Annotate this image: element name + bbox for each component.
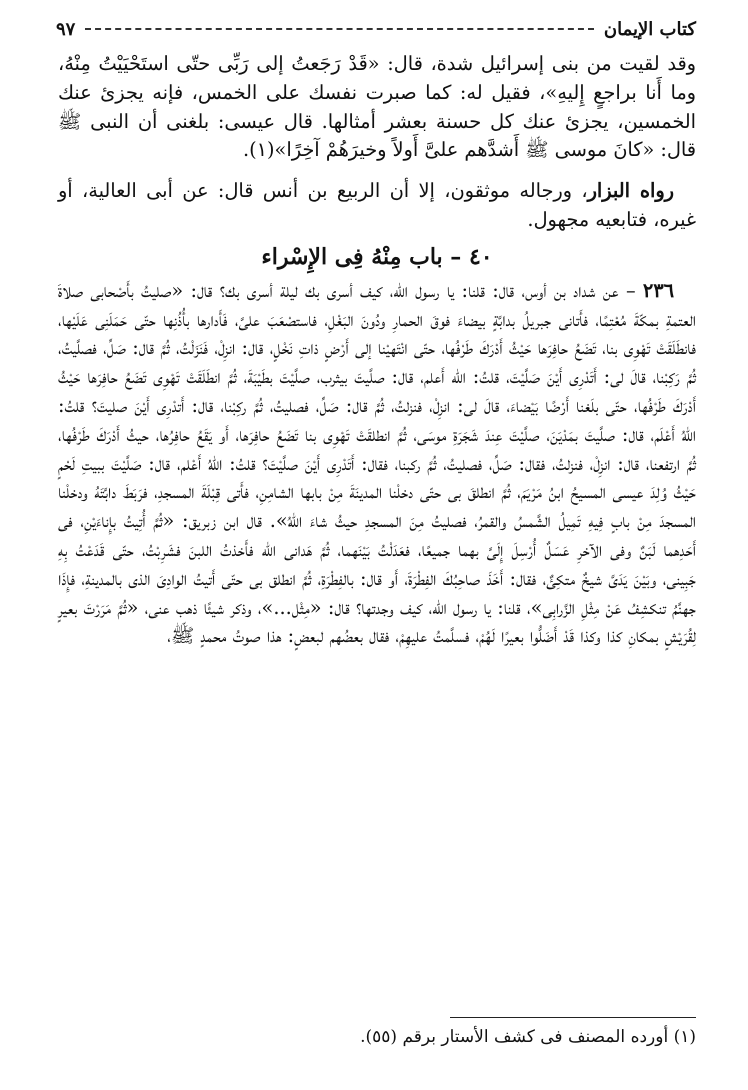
- hadith-number: ٢٣٦: [642, 278, 674, 302]
- paragraph-continuation: وقد لقيت من بنى إسرائيل شدة، قال: «قَدْ رَجَعتُ إلى رَبِّى حتّى استَحْيَيْتُ مِنْهُ، وما أَنا براجعٍ إِليهِ»، فقيل له: كما صبرت نفسك على الخمس، فإنه يجزئ عنك الخمسين، يجزئ عنك كل حسنة بعشر أمثالها. قال عيسى: بلغنى أن النبى ﷺ قال: «كانَ موسى ﷺ أَشدَّهم علىَّ أَولاً وخيرَهُمْ آخِرًا»(١).: [58, 52, 696, 162]
- footnote: (١) أورده المصنف فى كشف الأستار برقم (٥٥).: [360, 1027, 696, 1047]
- source-note-text: ، ورجاله موثقون، إلا أن الربيع بن أنس قال: عن أبى العالية، أو غيره، فتابعيه مجهول.: [58, 179, 696, 231]
- hadith-paragraph: [58, 277, 696, 651]
- body-text: [58, 50, 696, 651]
- book-title: كتاب الإيمان: [603, 18, 696, 40]
- header-dashed-rule: [85, 28, 594, 30]
- hadith-text: – عن شداد بن أوس، قال: قلنا: يا رسول الله، كيف أسرى بك ليلة أسرى بك؟ قال: «صليتُ بأَصْحابى صلاةَ العتمةِ بمكّةَ مُعْتِمًا، فأَتانى جبريلُ بدابَّةٍ بيضاءَ فوقَ الحمارِ ودُونَ البَغْلِ، فاستصْعَبَ علىَّ، فَأَدارها بأُذُنِها حتّى حَمَلَنِى عَلَيْها، فانطَلَقَتْ تَهْوِى بنا، تَضَعُ حافِرَها حَيْثُ أَدْرَكَ طَرْفُها، حتّى انْتَهيْنا إلى أَرْضٍ ذاتِ نَخْلٍ، قال: انزِلْ، فَنَزَلْتُ، ثُمَّ قال: صَلِّ، فصلَّيتُ، ثُمَّ رَكِبْنا، قالَ لى: أَتَدْرِى أَيْنَ صَلَّيْتَ، قلتُ: الله أَعلم، قال: صلَّيتَ بيثرب، صلَّيْتَ بطَيْبَةَ، ثُمَّ انطَلَقَتْ تَهْوِى تَضَعُ حافِرَها حَيْثُ أَدْرَكَ طَرْفُها، حتّى بلَغنا أَرْضًا بَيْضاءَ، قالَ لى: انزِلْ، فنزلتُ، ثُمَّ قال: صَلِّ، فصليتُ، ثُمَّ ركِبْنا، قال: أَتدْرِى أَيْنَ صليتَ؟ قلتُ: اللهُ أَعْلَم، قال: صلَّيتَ بمَدْيَنَ، صلَّيْتَ عِندَ شَجَرَةِ موسَى، ثُمَّ انطلقَتْ تَهْوِى بنا تَضَعُ حافِرَها، أَو يَقَعُ حافِرُها، حيثُ أَدْرَكَ طَرْفُها، ثُمَّ ارتفعنا، قال: انزِلْ، فنزلتُ، فقال: صَلِّ، فصليتُ، ثُمَّ ركبنا، فقال: أَتَدْرِى أَيْنَ صلَّيْتَ؟ قلتُ: اللهُ أَعْلم، قال: صَلَّيْتَ ببيتِ لَحْمٍ حَيْثُ وُلِدَ عيسى المسيحُ ابنُ مَرْيَمَ، ثُمَّ انطلقَ بى حتّى دخلْنا المدينَةَ مِنْ بابها الشامِنِ، فأَتى قِبْلَةَ المسجدِ، فرَبَطَ دابَّتَهُ ودخلْنا المسجدَ مِنْ بابٍ فِيهِ تَمِيلُ الشَّمسُ والقمرُ، فصليتُ مِنَ المسجدِ حيثُ شاءَ اللهُ». قال ابن زبريق: «ثُمَّ أُتِيتُ بإِناءَيْنِ، فى أَحَدِهما لَبَنٌ وفى الآخرِ عَسَلٌ أُرْسِلَ إِلَىَّ بهما جميعًا، فعَدَلْتُ بَيْنَهما، ثُمَّ هَدانى الله فأَخذتُ اللبنَ فشَرِبْتُ، حتّى قَدَعْتُ بِهِ جَبِينى، وبَيْنَ يَدَىَّ شيخٌ متكِئٌ، فقال: أَخَذَ صاحِبُكَ الفِطْرَةَ، أَو قال: بالفِطْرَةِ، ثُمَّ انطلق بى حتّى أَتيتُ الوادِىَ الذى بالمدينةِ، فإِذَا جهنَّمُ تنكشِفُ عَنْ مِثْلِ الزَّرابِى»، قلنا: يا رسول الله، كيف وجدتها؟ قال: «مِثْل...»، وذكر شيئًا ذهب عنى، «ثُمَّ مَرَرْتَ بعيرٍ لِقُرَيْشٍ بمكانِ كذا وكذا قَدْ أَضَلُّوا بعيرًا لَهُمْ، فسلَّمتُ عليهِمْ، فقال بعضُهم لبعضٍ: هذا صوتُ محمدٍ ﷺ،: [58, 278, 696, 648]
- footnote-rule: [450, 1017, 696, 1018]
- running-header: [56, 14, 696, 44]
- source-reference: رواه البزار: [587, 179, 674, 203]
- paragraph-source-note: [58, 177, 696, 235]
- page-number: ٩٧: [56, 18, 76, 40]
- section-heading: ٤٠ – باب مِنْهُ فِى الإِسْراء: [261, 243, 493, 270]
